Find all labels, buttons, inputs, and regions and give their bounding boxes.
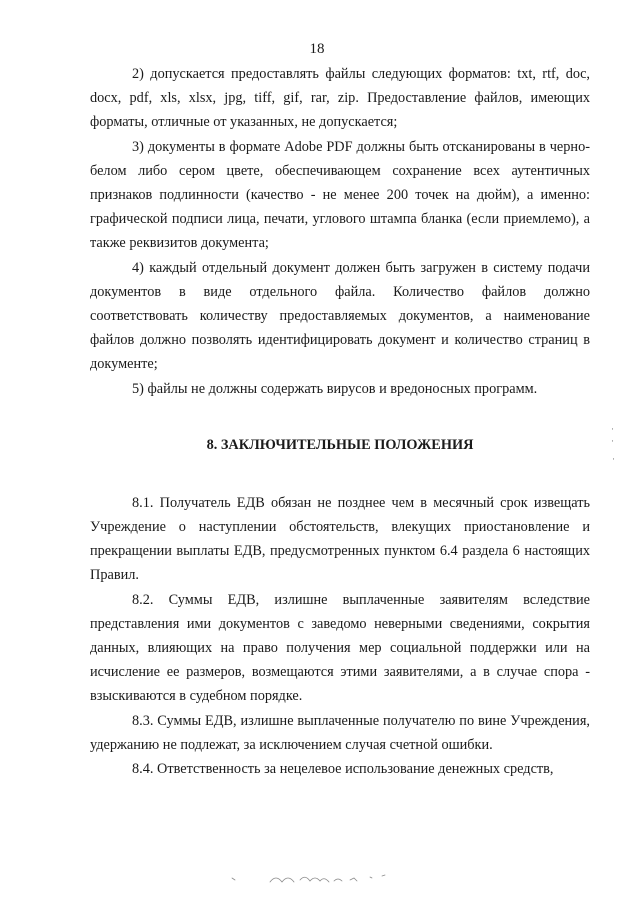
- scan-smudge-mark: [230, 868, 410, 890]
- list-item-pdf-scanning: 3) документы в формате Adobe PDF должны быть отсканированы в черно-белом либо сером цвете, обеспечивающем сохранение всех аутентичных признаков подлинности (качество - не менее 200 точек на дюйм), а именно: графической подписи лица, печати, углового штампа бланка (если приемлемо), а также реквизитов документа;: [90, 138, 590, 252]
- clause-8-3: 8.3. Суммы ЕДВ, излишне выплаченные получателю по вине Учреждения, удержанию не подлежат, за исключением случая счетной ошибки.: [90, 712, 590, 753]
- list-item-file-formats: 2) допускается предоставлять файлы следующих форматов: txt, rtf, doc, docx, pdf, xls, xlsx, jpg, tiff, gif, rar, zip. Предоставление файлов, имеющих форматы, отличные от указанных, не допускается;: [90, 66, 590, 131]
- page-number: 18: [309, 41, 325, 57]
- section-heading: 8. ЗАКЛЮЧИТЕЛЬНЫЕ ПОЛОЖЕНИЯ: [206, 436, 474, 453]
- clause-8-2: 8.2. Суммы ЕДВ, излишне выплаченные заявителям вследствие представления ими документов с заведомо неверными сведениями, сокрытия данных, влияющих на право получения мер социальной поддержки или на исчисление ее размеров, возмещаются этими заявителями, а в случае спора - взыскиваются в судебном порядке.: [90, 591, 590, 705]
- clause-8-1: 8.1. Получатель ЕДВ обязан не позднее чем в месячный срок извещать Учреждение о наступлении обстоятельств, влекущих приостановление и прекращении выплаты ЕДВ, предусмотренных пунктом 6.4 раздела 6 настоящих Правил.: [90, 494, 590, 584]
- clause-8-4: 8.4. Ответственность за нецелевое использование денежных средств,: [132, 761, 554, 778]
- document-body: [90, 62, 590, 781]
- list-item-no-viruses: 5) файлы не должны содержать вирусов и вредоносных программ.: [132, 380, 538, 397]
- scan-artifact: ·: [612, 454, 615, 464]
- scan-artifact: ·: [611, 436, 614, 446]
- scan-artifact: ·: [611, 424, 614, 434]
- list-item-separate-files: 4) каждый отдельный документ должен быть загружен в систему подачи документов в виде отдельного файла. Количество файлов должно соответствовать количеству предоставляемых документов, а наименование файлов должно позволять идентифицировать документ и количество страниц в документе;: [90, 259, 590, 373]
